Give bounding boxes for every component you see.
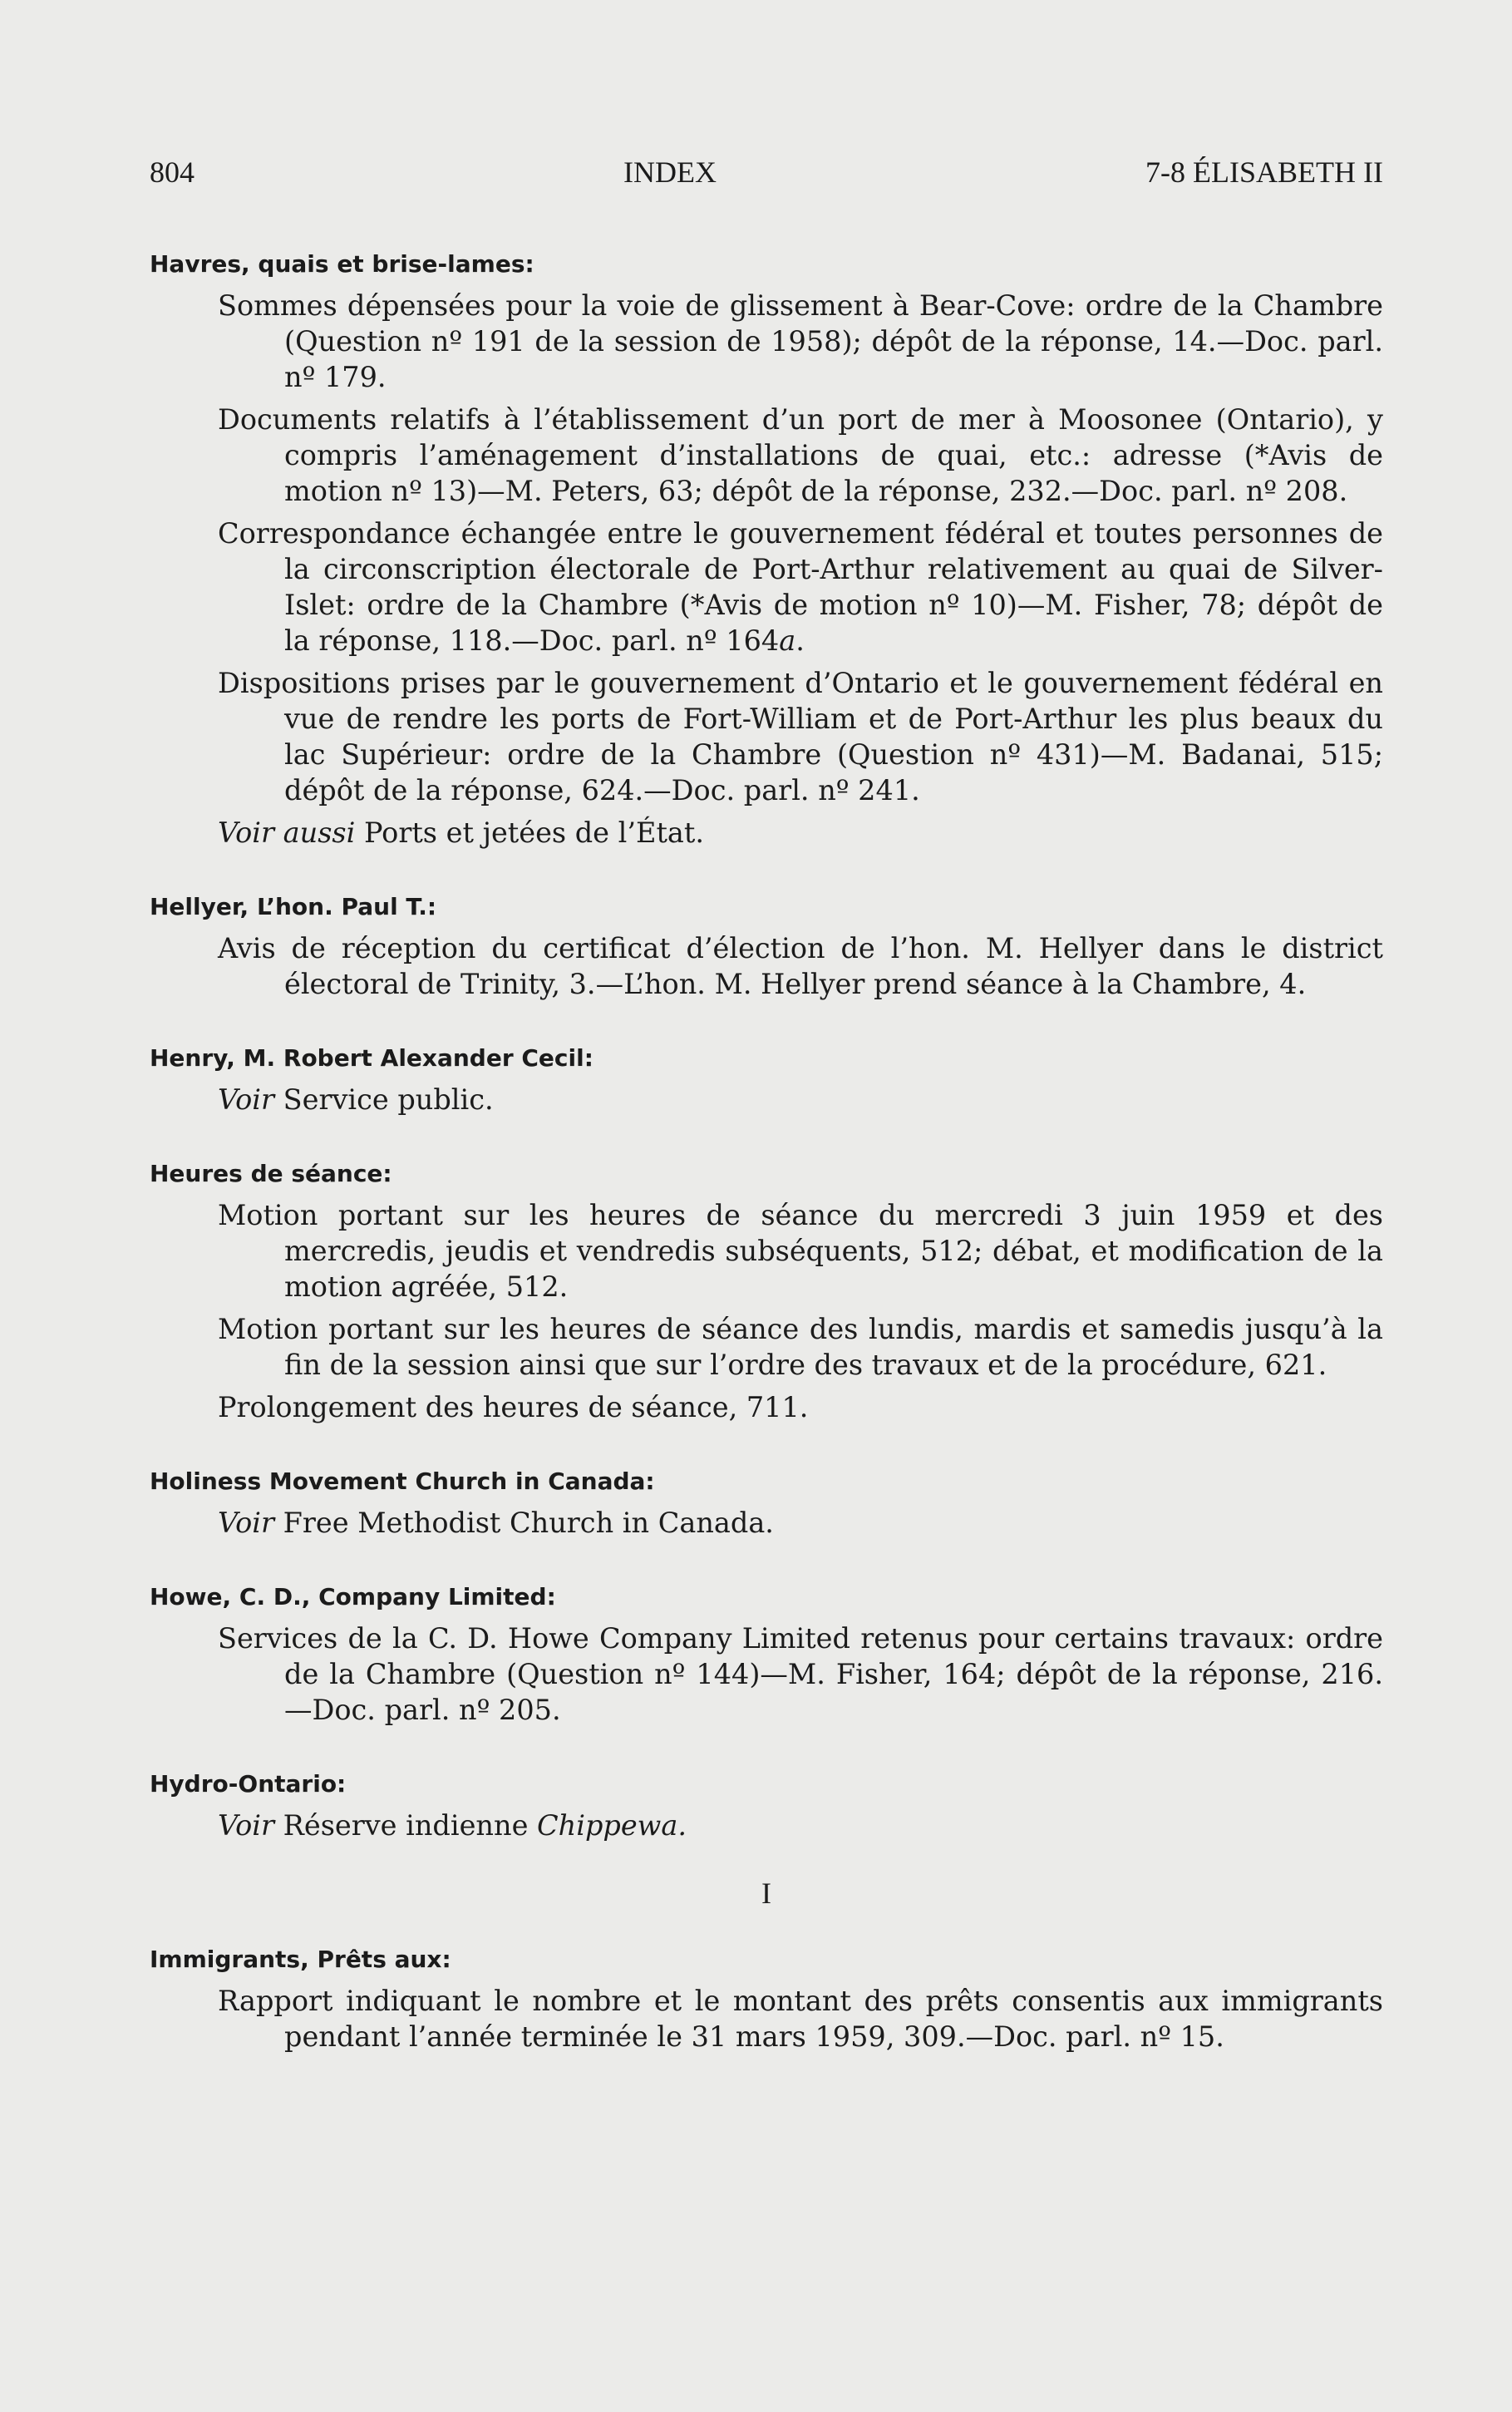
index-entry: Motion portant sur les heures de séance des lundis, mardis et samedis jusqu’à la fin de la session ainsi que sur l’ordre des travaux et de la procédure, 621. bbox=[218, 1313, 1383, 1381]
voir-prefix: Voir bbox=[218, 1507, 275, 1539]
section-heading: Hydro-Ontario: bbox=[150, 1770, 347, 1798]
page-number: 804 bbox=[150, 155, 195, 189]
voir-text: Service public. bbox=[274, 1083, 494, 1116]
index-entry: Rapport indiquant le nombre et le montant des prêts consentis aux immigrants pendant l’année terminée le 31 mars 1959, 309.—Doc. parl. nº 15. bbox=[218, 1985, 1383, 2053]
index-entry: Motion portant sur les heures de séance du mercredi 3 juin 1959 et des mercredis, jeudis et vendredis subséquents, 512; débat, et modification de la motion agréée, 512. bbox=[218, 1199, 1383, 1303]
section-heading: Hellyer, L’hon. Paul T.: bbox=[150, 893, 437, 920]
voir-entry bbox=[150, 1082, 1383, 1117]
entry-text: Correspondance échangée entre le gouvernement fédéral et toutes personnes de la circonscription électorale de Port-Arthur relativement au quai de Silver-Islet: ordre de la Chambre (*Avis de motion nº 10)—M. Fisher, 78; dépôt de la réponse, 118.—Doc. parl. nº 164 bbox=[218, 517, 1383, 657]
voir-text: Réserve indienne bbox=[274, 1809, 538, 1842]
voir-entry bbox=[150, 1808, 1383, 1843]
index-section-hydro-ontario bbox=[150, 1768, 1383, 1843]
index-entry: Documents relatifs à l’établissement d’un port de mer à Moosonee (Ontario), y compris l’aménagement d’installations de quai, etc.: adresse (*Avis de motion nº 13)—M. Peters, 63; dépôt de la réponse, 232.—Doc. parl. nº 208. bbox=[218, 403, 1383, 507]
section-heading: Howe, C. D., Company Limited: bbox=[150, 1583, 556, 1610]
index-entry: Prolongement des heures de séance, 711. bbox=[218, 1391, 809, 1423]
page-header bbox=[150, 155, 1383, 190]
section-heading: Immigrants, Prêts aux: bbox=[150, 1946, 451, 1973]
voir-entry bbox=[150, 1505, 1383, 1541]
index-entry: Dispositions prises par le gouvernement d’Ontario et le gouvernement fédéral en vue de rendre les ports de Fort-William et de Port-Arthur les plus beaux du lac Supérieur: ordre de la Chambre (Question nº 431)—M. Badanai, 515; dépôt de la réponse, 624.—Doc. parl. nº 241. bbox=[218, 667, 1383, 806]
letter-divider: I bbox=[761, 1877, 771, 1910]
entry-suffix: a bbox=[779, 624, 796, 657]
running-title: INDEX bbox=[623, 155, 717, 189]
voir-prefix: Voir bbox=[218, 1083, 275, 1116]
index-section-holiness bbox=[150, 1465, 1383, 1541]
see-also-prefix: Voir aussi bbox=[218, 816, 356, 849]
volume-label: 7-8 ÉLISABETH II bbox=[1145, 155, 1383, 189]
section-heading: Holiness Movement Church in Canada: bbox=[150, 1467, 655, 1495]
section-heading: Heures de séance: bbox=[150, 1160, 392, 1187]
index-section-havres bbox=[150, 248, 1383, 851]
index-section-henry bbox=[150, 1042, 1383, 1117]
see-also-entry bbox=[150, 815, 1383, 851]
index-entry: Avis de réception du certificat d’élection de l’hon. M. Hellyer dans le district électoral de Trinity, 3.—L’hon. M. Hellyer prend séance à la Chambre, 4. bbox=[218, 932, 1383, 1000]
index-entry: Services de la C. D. Howe Company Limited retenus pour certains travaux: ordre de la Chambre (Question nº 144)—M. Fisher, 164; dépôt de la réponse, 216.—Doc. parl. nº 205. bbox=[218, 1622, 1383, 1726]
index-section-hellyer bbox=[150, 890, 1383, 1002]
section-heading: Henry, M. Robert Alexander Cecil: bbox=[150, 1044, 593, 1072]
index-content bbox=[150, 248, 1383, 2054]
index-section-immigrants bbox=[150, 1943, 1383, 2054]
section-heading: Havres, quais et brise-lames: bbox=[150, 250, 534, 278]
index-section-heures bbox=[150, 1157, 1383, 1425]
index-section-howe bbox=[150, 1581, 1383, 1728]
voir-text: Free Methodist Church in Canada. bbox=[274, 1507, 774, 1539]
voir-italic-end: Chippewa. bbox=[537, 1809, 687, 1842]
index-entry: Sommes dépensées pour la voie de glissement à Bear-Cove: ordre de la Chambre (Question nº 191 de la session de 1958); dépôt de la réponse, 14.—Doc. parl. nº 179. bbox=[218, 289, 1383, 393]
index-entry: Correspondance échangée entre le gouvernement fédéral et toutes personnes de la circonscription électorale de Port-Arthur relativement au quai de Silver-Islet: ordre de la Chambre (*Avis de motion nº 10)—M. Fisher, 78; dépôt de la réponse, 118.—Doc. parl. nº 164a. bbox=[218, 517, 1383, 657]
see-also-text: Ports et jetées de l’État. bbox=[355, 816, 705, 849]
voir-prefix: Voir bbox=[218, 1809, 275, 1842]
